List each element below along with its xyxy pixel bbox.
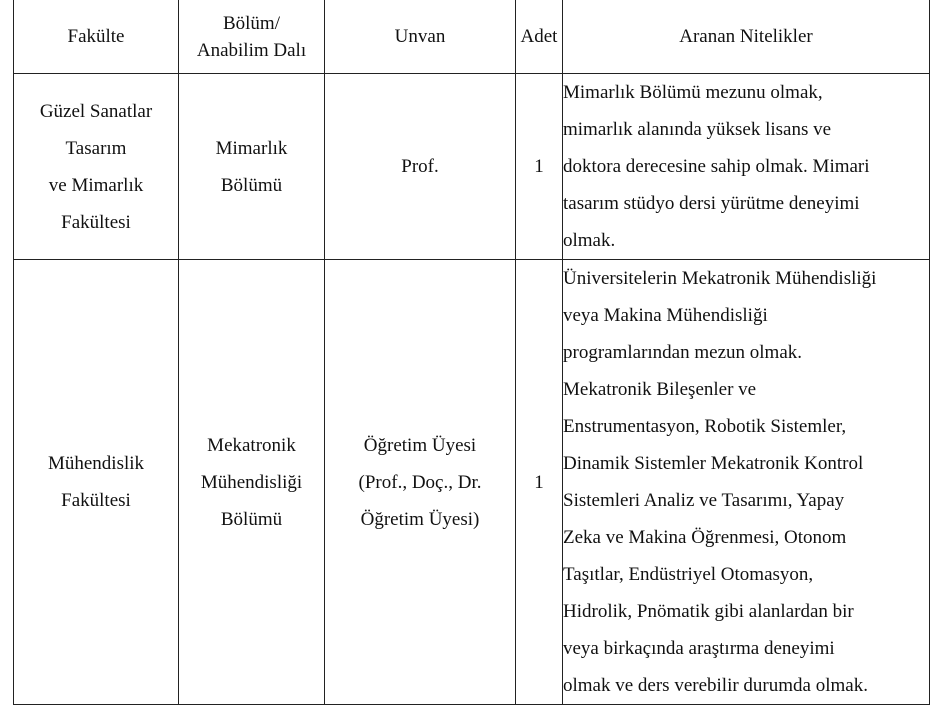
header-aranan-nitelikler: Aranan Nitelikler — [563, 0, 930, 74]
header-adet: Adet — [516, 0, 563, 74]
nitelik-line: olmak. — [563, 230, 616, 251]
bolum-line: Bölümü — [220, 508, 283, 530]
nitelik-line: Taşıtlar, Endüstriyel Otomasyon, — [563, 564, 814, 585]
bolum-line: Mekatronik — [207, 434, 296, 456]
header-unvan: Unvan — [325, 0, 516, 74]
unvan-line: Öğretim Üyesi — [363, 434, 477, 456]
table-row — [14, 74, 930, 260]
bolum-line: Bölümü — [220, 174, 283, 196]
nitelik-line: tasarım stüdyo dersi yürütme deneyimi — [563, 193, 860, 214]
header-bolum-line2: Anabilim Dalı — [196, 39, 307, 61]
fakulte-line: Fakültesi — [61, 490, 131, 511]
nitelik-line: Dinamik Sistemler Mekatronik Kontrol — [563, 453, 864, 474]
nitelik-line: Sistemleri Analiz ve Tasarımı, Yapay — [563, 490, 845, 511]
bolum-line: Mühendisliği — [200, 471, 303, 493]
fakulte-line: Güzel Sanatlar — [39, 100, 153, 122]
nitelik-line: Mekatronik Bileşenler ve — [563, 379, 757, 400]
cell-bolum — [179, 260, 325, 705]
nitelik-line: Hidrolik, Pnömatik gibi alanlardan bir — [563, 601, 854, 622]
nitelik-line: Mimarlık Bölümü mezunu olmak, — [563, 82, 823, 103]
nitelik-line: olmak ve ders verebilir durumda olmak. — [563, 675, 868, 696]
cell-unvan — [325, 74, 516, 260]
cell-adet: 1 — [516, 260, 563, 705]
bolum-line: Mimarlık — [215, 137, 288, 159]
unvan-line: (Prof., Doç., Dr. — [358, 471, 482, 493]
header-fakulte: Fakülte — [14, 0, 179, 74]
nitelik-line: Üniversitelerin Mekatronik Mühendisliği — [563, 268, 877, 289]
cell-fakulte — [14, 260, 179, 705]
nitelik-line: Enstrumentasyon, Robotik Sistemler, — [563, 416, 847, 437]
header-bolum-line1: Bölüm/ — [222, 12, 280, 34]
cell-unvan — [325, 260, 516, 705]
unvan-line: Prof. — [401, 156, 439, 177]
nitelik-line: programlarından mezun olmak. — [563, 342, 803, 363]
cell-nitelikler — [563, 260, 930, 705]
cell-adet: 1 — [516, 74, 563, 260]
cell-nitelikler — [563, 74, 930, 260]
nitelik-line: doktora derecesine sahip olmak. Mimari — [563, 156, 870, 177]
nitelik-line: veya birkaçında araştırma deneyimi — [563, 638, 835, 659]
table-header-row — [14, 0, 930, 74]
cell-fakulte — [14, 74, 179, 260]
nitelik-line: veya Makina Mühendisliği — [563, 305, 768, 326]
positions-table — [13, 0, 930, 705]
fakulte-line: Mühendislik — [47, 453, 145, 474]
fakulte-line: Tasarım — [65, 137, 127, 159]
nitelik-line: Zeka ve Makina Öğrenmesi, Otonom — [563, 527, 847, 548]
header-bolum — [179, 0, 325, 74]
nitelik-line: mimarlık alanında yüksek lisans ve — [563, 119, 832, 140]
fakulte-line: Fakültesi — [61, 211, 131, 233]
table-row — [14, 260, 930, 705]
cell-bolum — [179, 74, 325, 260]
unvan-line: Öğretim Üyesi) — [360, 508, 480, 530]
fakulte-line: ve Mimarlık — [48, 174, 144, 196]
